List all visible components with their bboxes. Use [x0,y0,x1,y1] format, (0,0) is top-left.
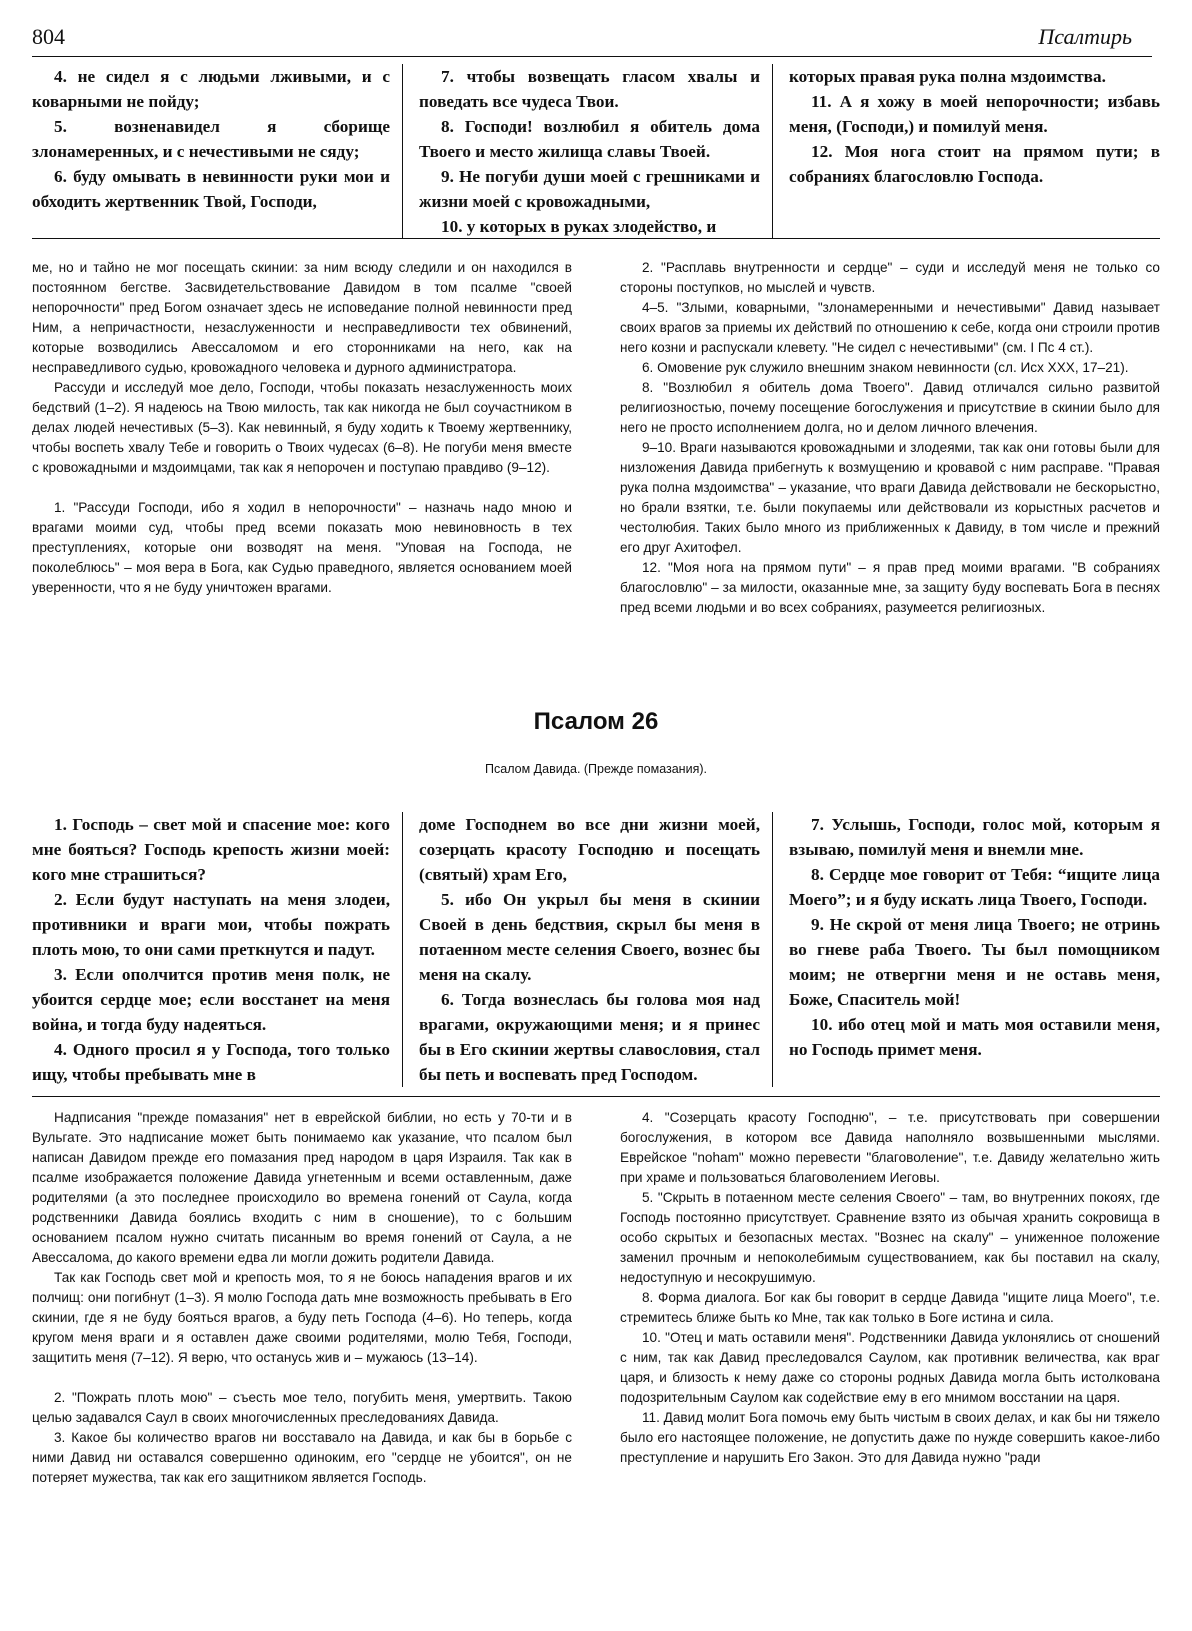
commentary-paragraph: 5. "Скрыть в потаенном месте селения Своего" – там, во внутренних покоях, где Господь постоянно присутствует. Сравнение взято из обычая хранить сокровища в особо скрытых и безопасных местах. "Вознес на скалу" – униженное положение заменил прочным и непоколебимым существованием, как бы поставил на скалу, недоступную и несокрушимую. [620,1190,1160,1285]
commentary-paragraph: ме, но и тайно не мог посещать скинии: за ним всюду следили и он находился в постоянном бегстве. Засвидетельствование Давидом в том псалме "своей непорочности" пред Богом означает здесь не исповедание полной невинности пред Ним, а непричастности, незаслуженности и несправедливости тех обвинений, которые возводились Авессаломом и его сторонниками на него, как на несправедливого судью, кровожадного человека и дурного администратора. [32,260,572,375]
commentary-paragraph: Рассуди и исследуй мое дело, Господи, чтобы показать незаслуженность моих бедствий (1–2). Я надеюсь на Твою милость, так как никогда не был соучастником в делах людей нечестивых (5–3). Как невинный, я буду ходить к Твоему жертвеннику, чтобы воспеть хвалу Тебе и говорить о Твоих чудесах (6–8). Не погуби меня вместе с кровожадными и мздоимцами, так как я непорочен и поступаю правдиво (9–12). [32,380,572,475]
commentary-paragraph: 2. "Расплавь внутренности и сердце" – суди и исследуй меня не только со стороны поступков, но мыслей и чувств. [620,260,1160,295]
psalm-subtitle: Псалом Давида. (Прежде помазания). [485,762,707,776]
commentary-paragraph: 8. Форма диалога. Бог как бы говорит в сердце Давида "ищите лица Моего", т.е. стремитесь ближе быть ко Мне, так как только в Боге истина и сила. [620,1290,1160,1325]
verse: 1. Господь – свет мой и спасение мое: кого мне бояться? Господь крепость жизни моей: кого мне страшиться? [32,815,390,884]
commentary-paragraph: 10. "Отец и мать оставили меня". Родственники Давида уклонялись от сношений с ним, так как Давид преследовался Саулом, как противник величества, как враг царя, и близость к нему даже со стороны родных Давида могла быть истолкована подозрительным Саулом как содействие ему в его мнимом восстании на царя. [620,1330,1160,1405]
top-verses [32,64,1160,239]
commentary-paragraph: 2. "Пожрать плоть мою" – съесть мое тело, погубить меня, умертвить. Такою целью задавался Саул в своих многочисленных преследованиях Давида. [32,1390,572,1425]
bottom-commentary [32,1108,1160,1488]
commentary-paragraph: 11. Давид молит Бога помочь ему быть чистым в своих делах, и как бы ни тяжело было его настоящее положение, не допустить даже по нужде совершить какое-либо преступление и нарушить Его Закон. Это для Давида нужно "ради [620,1410,1160,1465]
bottom-commentary-left [32,1108,572,1488]
top-verses-col3 [772,64,1160,239]
verse: 9. Не погуби души моей с грешниками и жизни моей с кровожадными, [419,167,760,211]
verse: 10. ибо отец мой и мать моя оставили меня, но Господь примет меня. [789,1015,1160,1059]
verse: 5. ибо Он укрыл бы меня в скинии Своей в день бедствия, скрыл бы меня в потаенном месте селения Своего, вознес бы меня на скалу. [419,890,760,984]
verse: 7. Услышь, Господи, голос мой, которым я взываю, помилуй меня и внемли мне. [789,815,1160,859]
commentary-paragraph: Так как Господь свет мой и крепость моя, то я не боюсь нападения врагов и их полчищ: они погибнут (1–3). Я молю Господа дать мне возможность пребывать в Его скинии, где я не буду бояться врагов, а буду петь Господа (4–6). Но теперь, когда кругом меня враги и я оставлен даже своими родителями, молю Тебя, Господи, защитить меня (7–12). Я верю, что останусь жив и – мужаюсь (13–14). [32,1270,572,1365]
section-divider [32,238,1160,239]
verse: 2. Если будут наступать на меня злодеи, противники и враги мои, чтобы пожрать плоть мою, то они сами преткнутся и падут. [32,890,390,959]
verse: 8. Сердце мое говорит от Тебя: “ищите лица Моего”; и я буду искать лица Твоего, Господи. [789,865,1160,909]
commentary-paragraph: 6. Омовение рук служило внешним знаком невинности (сл. Исх XXX, 17–21). [642,360,1129,375]
verse: 9. Не скрой от меня лица Твоего; не отринь во гневе раба Твоего. Ты был помощником моим; не отвергни меня и не оставь меня, Боже, Спаситель мой! [789,915,1160,1009]
verse: 6. Тогда вознеслась бы голова моя над врагами, окружающими меня; и я принес бы в Его скинии жертвы славословия, стал бы петь и воспевать пред Господом. [419,990,760,1084]
verse: 5. возненавидел я сборище злонамеренных, и с нечестивыми не сяду; [32,117,390,161]
top-commentary-right [620,258,1160,618]
commentary-paragraph: 1. "Рассуди Господи, ибо я ходил в непорочности" – назначь надо мною и врагами моими суд, чтобы пред всеми показать мою невиновность в тех преступлениях, которые они возводят на меня. "Уповая на Господа, не поколеблюсь" – моя вера в Бога, как Судью праведного, является основанием моей уверенности, что я не буду уничтожен врагами. [32,500,572,595]
top-commentary [32,258,1160,618]
verse: 6. буду омывать в невинности руки мои и обходить жертвенник Твой, Господи, [32,167,390,211]
mid-verses-col3 [772,812,1160,1087]
running-title: Псалтирь [1038,24,1132,49]
top-verses-col2 [402,64,772,239]
commentary-paragraph: 4. "Созерцать красоту Господню", – т.е. присутствовать при совершении богослужения, в котором все Давида наполняло возвышенными мыслями. Еврейское "noham" можно перевести "благоволение", т.е. Давиду желательно жить при храме и пользоваться благоволением Иеговы. [620,1110,1160,1185]
commentary-paragraph: 3. Какое бы количество врагов ни восставало на Давида, и как бы в борьбе с ними Давид ни оставался совершенно одиноким, его "сердце не убоится", он не потеряет мужества, так как его защитником является Господь. [32,1430,572,1485]
verse: 12. Моя нога стоит на прямом пути; в собраниях благословлю Господа. [789,142,1160,186]
verse: 7. чтобы возвещать гласом хвалы и поведать все чудеса Твои. [419,67,760,111]
commentary-paragraph: 9–10. Враги называются кровожадными и злодеями, так как они готовы были для низложения Давида прибегнуть к возмущению и кровавой с ним расправе. "Правая рука полна мздоимства" – указание, что враги Давида действовали не бескорыстно, но брали взятки, т.е. были покупаемы или действовали из корыстных расчетов и честолюбия. Таких было много из приближенных к Давиду, в том числе и прежний его друг Ахитофел. [620,440,1160,555]
top-verses-col1 [32,64,402,239]
header-rule [32,56,1152,57]
verse: 8. Господи! возлюбил я обитель дома Твоего и место жилища славы Твоей. [419,117,760,161]
verse: 10. у которых в руках злодейство, и [441,217,717,236]
mid-verses-col2 [402,812,772,1087]
commentary-paragraph: 8. "Возлюбил я обитель дома Твоего". Давид отличался сильно развитой религиозностью, почему посещение богослужения и присутствие в скинии было для него не просто исполнением долга, но и делом личного влечения. [620,380,1160,435]
top-commentary-left [32,258,572,618]
verse: 4. не сидел я с людьми лживыми, и с коварными не пойду; [32,67,390,111]
psalm-title: Псалом 26 [533,708,659,735]
section-divider [32,1096,1160,1097]
verse: 4. Одного просил я у Господа, того только ищу, чтобы пребывать мне в [32,1040,390,1084]
verse: которых правая рука полна мздоимства. [789,67,1106,86]
commentary-paragraph: Надписания "прежде помазания" нет в еврейской библии, но есть у 70-ти и в Вульгате. Это надписание может быть понимаемо как указание, что псалом был написан Давидом прежде его помазания пред народом в царя Израиля. Так как в псалме изображается положение Давида угнетенным и всеми оставленным, даже родителями (а это последнее происходило во времена гонений от Саула, когда родственники Давида боялись входить с ним в сношение), то с большим основанием псалом нужно считать писанным во время гонений от Саула, а не Авессалома, до какого времени едва ли могли дожить родители Давида. [32,1110,572,1265]
commentary-paragraph: 4–5. "Злыми, коварными, "злонамеренными и нечестивыми" Давид называет своих врагов за приемы их действий по отношению к себе, когда они строили против него козни и распускали клевету. "Не сидел с нечестивыми" (см. I Пс 4 ст.). [620,300,1160,355]
verse: доме Господнем во все дни жизни моей, созерцать красоту Господню и посещать (святый) храм Его, [419,815,760,884]
mid-verses-col1 [32,812,402,1087]
verse: 3. Если ополчится против меня полк, не убоится сердце мое; если восстанет на меня война, и тогда буду надеяться. [32,965,390,1034]
verse: 11. А я хожу в моей непорочности; избавь меня, (Господи,) и помилуй меня. [789,92,1160,136]
bottom-commentary-right [620,1108,1160,1488]
commentary-paragraph: 12. "Моя нога на прямом пути" – я прав пред моими врагами. "В собраниях благословлю" – за милости, оказанные мне, за защиту буду воспевать Бога в песнях пред всеми людьми и во всех собраниях, разумеется религиозных. [620,560,1160,615]
mid-verses [32,812,1160,1087]
page-number: 804 [32,24,65,49]
